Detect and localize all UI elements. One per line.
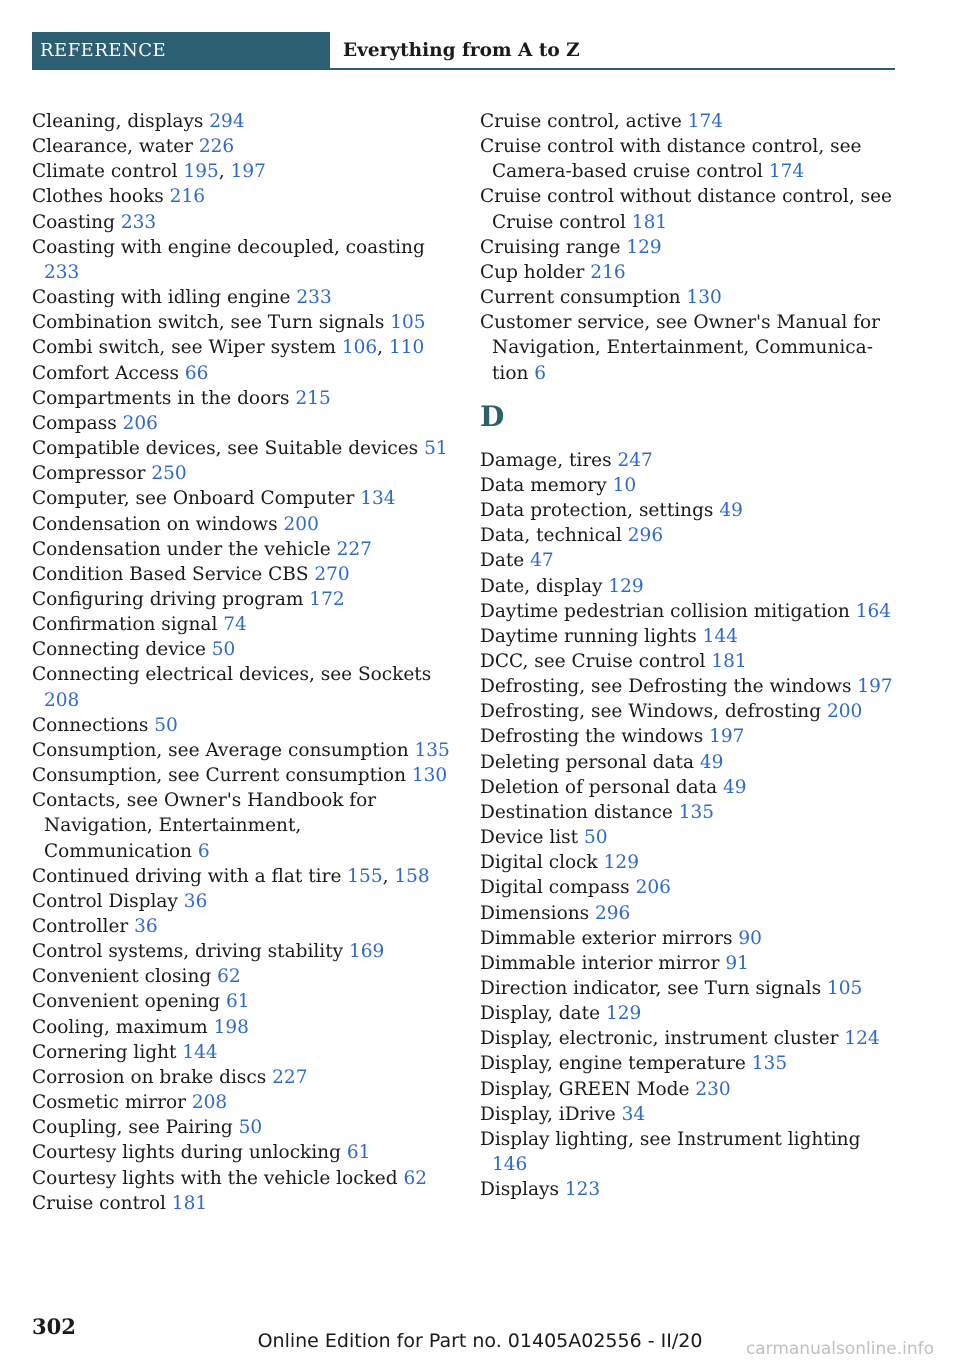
- index-entry: [480, 1026, 900, 1051]
- page-reference-link[interactable]: 164: [855, 600, 892, 622]
- page-reference-link[interactable]: 270: [314, 563, 350, 585]
- page-reference-link[interactable]: 129: [605, 1003, 642, 1025]
- index-entry-text: Deleting personal data: [480, 751, 694, 773]
- index-entry: [480, 724, 900, 749]
- index-entry-text: Cruise control: [32, 1192, 166, 1214]
- page-reference-link[interactable]: 208: [191, 1092, 228, 1114]
- page-reference-link[interactable]: 61: [346, 1142, 371, 1164]
- index-entry-text: Displays: [480, 1179, 559, 1201]
- index-entry: [32, 964, 450, 989]
- page-reference-link[interactable]: 296: [595, 902, 631, 924]
- index-entry: Combi switch, see Wiper system 106, 110: [32, 337, 425, 359]
- index-entry-text: Defrosting, see Defrosting the windows: [480, 676, 852, 698]
- index-entry: [480, 285, 900, 310]
- index-entry-text: Coupling, see Pairing: [32, 1117, 233, 1139]
- index-entry: [32, 512, 450, 537]
- index-entry-text: DCC, see Cruise control: [480, 650, 706, 672]
- page-reference-link[interactable]: 200: [826, 701, 863, 723]
- index-entry-text: Computer, see Onboard Computer: [32, 488, 355, 510]
- page-reference-link[interactable]: 61: [226, 991, 250, 1013]
- page-reference-link[interactable]: 174: [768, 161, 805, 183]
- index-entry-text: Compass: [32, 412, 117, 434]
- page-reference-link[interactable]: 206: [635, 877, 671, 899]
- index-entry-text: Display, date: [480, 1003, 601, 1025]
- page-reference-link[interactable]: 198: [213, 1016, 249, 1038]
- index-entry: Climate control 195, 197: [32, 161, 266, 183]
- index-entry: [480, 825, 900, 850]
- index-entry-list: [480, 109, 900, 386]
- page-reference-link[interactable]: 144: [182, 1041, 218, 1063]
- index-entry: [480, 448, 900, 473]
- page-reference-link[interactable]: 36: [134, 916, 158, 937]
- index-entry: [480, 875, 900, 900]
- page-reference-link[interactable]: 227: [336, 538, 372, 560]
- index-entry: [480, 674, 900, 699]
- index-entry-text: Control systems, driving stability: [32, 941, 344, 963]
- page-reference-link[interactable]: 10: [612, 474, 637, 496]
- page-reference-link[interactable]: 129: [603, 852, 639, 874]
- index-entry: [480, 926, 900, 951]
- index-entry: [480, 1177, 900, 1202]
- index-entry-text: Control Display: [32, 890, 178, 912]
- index-entry: [32, 1090, 450, 1115]
- index-entry-text: Cooling, maximum: [32, 1016, 208, 1038]
- page-reference-link[interactable]: 233: [44, 261, 80, 283]
- page-reference-link[interactable]: 50: [584, 827, 608, 849]
- page-reference-link[interactable]: 50: [238, 1117, 263, 1139]
- page-reference-link[interactable]: 174: [687, 111, 724, 132]
- index-entry: [32, 210, 450, 235]
- index-entry-text: Compartments in the doors: [32, 387, 290, 409]
- index-entry-list: [480, 448, 900, 1203]
- index-entry-text: Combination switch, see Turn signals: [32, 312, 385, 334]
- index-entry: [32, 386, 450, 411]
- index-entry: [480, 310, 900, 385]
- index-entry-text: Coasting: [32, 211, 115, 233]
- index-entry-text: Damage, tires: [480, 449, 612, 471]
- index-column-left: [32, 109, 450, 1216]
- watermark: carmanualsonline.info: [745, 1339, 934, 1359]
- index-entry: [32, 1065, 450, 1090]
- index-entry-text: Dimensions: [480, 902, 590, 924]
- index-entry-text: Combi switch, see Wiper system: [32, 337, 336, 359]
- index-entry: [32, 310, 450, 335]
- index-entry: [32, 587, 450, 612]
- index-entry: [32, 1166, 450, 1191]
- index-entry: [32, 436, 450, 461]
- page-reference-link[interactable]: 197: [857, 676, 893, 698]
- index-entry-text: Consumption, see Average consumption: [32, 739, 409, 761]
- index-entry-text: Consumption, see Current consumption: [32, 765, 406, 787]
- index-entry-text: Data, technical: [480, 525, 622, 547]
- index-entry-text: Cruise control, active: [480, 111, 682, 132]
- index-entry: [480, 523, 900, 548]
- page-reference-link[interactable]: 155: [347, 865, 383, 887]
- page-reference-link[interactable]: 135: [414, 739, 450, 761]
- index-entry: [32, 1191, 450, 1216]
- index-entry: [32, 939, 450, 964]
- index-entry-text: Convenient closing: [32, 966, 212, 988]
- index-entry-text: Digital clock: [480, 852, 598, 874]
- index-entry-text: Cruising range: [480, 236, 621, 258]
- index-entry-text: Cruise control with distance control, see Camera-based cruise control: [480, 136, 862, 183]
- index-entry-text: Controller: [32, 916, 129, 937]
- index-entry-text: Display lighting, see Instrument lighting: [480, 1128, 861, 1150]
- page-reference-link[interactable]: 49: [719, 500, 743, 522]
- index-entry: [480, 1051, 900, 1076]
- page-reference-link[interactable]: 195: [183, 161, 219, 183]
- page-reference-link[interactable]: 51: [424, 438, 448, 460]
- index-entry: [32, 562, 450, 587]
- page-reference-link[interactable]: 130: [686, 287, 722, 309]
- index-entry-text: Date: [480, 550, 525, 572]
- index-entry-text: Daytime running lights: [480, 625, 697, 647]
- page-reference-link[interactable]: 123: [564, 1179, 601, 1201]
- header-section-label: REFERENCE: [32, 32, 330, 68]
- index-entry: [32, 1115, 450, 1140]
- index-entry-text: Clothes hooks: [32, 186, 164, 208]
- index-entry-text: Device list: [480, 827, 579, 849]
- index-entry: [32, 1140, 450, 1165]
- page-reference-link[interactable]: 181: [171, 1192, 208, 1214]
- index-entry-text: Clearance, water: [32, 136, 193, 158]
- index-entry: [32, 235, 450, 285]
- page-reference-link[interactable]: 129: [608, 575, 644, 597]
- index-entry: [32, 889, 450, 914]
- page-reference-link[interactable]: 50: [154, 714, 178, 736]
- index-entry-text: Cornering light: [32, 1041, 177, 1063]
- page-reference-link[interactable]: 181: [631, 211, 668, 233]
- page-reference-link[interactable]: 47: [530, 550, 554, 572]
- index-entry: Continued driving with a flat tire 155, 158: [32, 865, 430, 887]
- index-entry-text: Coasting with engine decoupled, coasting: [32, 236, 425, 258]
- page-reference-link[interactable]: 91: [725, 952, 749, 974]
- page-reference-link[interactable]: 215: [295, 387, 331, 409]
- index-entry-text: Contacts, see Owner's Handbook for Navigation, Entertainment, Communication: [32, 790, 377, 862]
- index-entry: [32, 537, 450, 562]
- index-entry-text: Convenient opening: [32, 991, 221, 1013]
- page-reference-link[interactable]: 62: [403, 1167, 428, 1189]
- page-reference-link[interactable]: 144: [702, 625, 738, 647]
- page-reference-link[interactable]: 106: [341, 337, 378, 359]
- index-entry-text: Courtesy lights with the vehicle locked: [32, 1167, 398, 1189]
- page-reference-link[interactable]: 34: [621, 1103, 646, 1125]
- page-reference-link[interactable]: 216: [169, 186, 205, 208]
- index-entry-text: Confirmation signal: [32, 614, 218, 636]
- index-entry-text: Cup holder: [480, 261, 585, 283]
- index-entry: [32, 763, 450, 788]
- index-entry: [480, 800, 900, 825]
- index-entry: [32, 788, 450, 863]
- index-entry-text: Compatible devices, see Suitable devices: [32, 438, 419, 460]
- index-entry: [480, 574, 900, 599]
- index-entry: [480, 498, 900, 523]
- index-entry-text: Date, display: [480, 575, 603, 597]
- index-entry: [480, 473, 900, 498]
- section-letter: D: [480, 399, 505, 433]
- index-entry-text: Dimmable exterior mirrors: [480, 927, 733, 949]
- index-entry-text: Digital compass: [480, 877, 630, 899]
- index-entry: [480, 850, 900, 875]
- page-number: 302: [32, 1314, 76, 1339]
- index-entry: [32, 1015, 450, 1040]
- page-reference-link[interactable]: 135: [678, 801, 714, 823]
- page-reference-link[interactable]: 134: [360, 488, 396, 510]
- index-entry: [32, 109, 450, 134]
- index-entry-text: Customer service, see Owner's Manual for Navigation, Entertainment, Communication: [480, 312, 880, 384]
- page-reference-link[interactable]: 90: [738, 927, 762, 949]
- index-entry-text: Dimmable interior mirror: [480, 952, 720, 974]
- page-reference-link[interactable]: 105: [390, 312, 426, 334]
- page-reference-link[interactable]: 66: [184, 362, 209, 384]
- index-entry: [480, 184, 900, 234]
- index-entry-text: Coasting with idling engine: [32, 287, 291, 309]
- index-entry: [480, 649, 900, 674]
- index-entry: [480, 134, 900, 184]
- page-reference-link[interactable]: 250: [151, 463, 187, 485]
- index-entry: [480, 775, 900, 800]
- page-reference-link[interactable]: 49: [699, 751, 724, 773]
- index-entry-text: Cruise control without distance control, see Cruise control: [480, 186, 892, 233]
- index-entry: [32, 285, 450, 310]
- page-header: [32, 32, 895, 70]
- index-entry: [32, 738, 450, 763]
- index-entry-text: Condensation on windows: [32, 513, 278, 535]
- page-reference-link[interactable]: 200: [283, 513, 319, 535]
- page-reference-link[interactable]: 197: [709, 726, 745, 748]
- index-entry: [480, 235, 900, 260]
- page-reference-link[interactable]: 233: [296, 287, 332, 309]
- page-reference-link[interactable]: 105: [826, 978, 863, 999]
- index-entry: [480, 1127, 900, 1177]
- header-title: Everything from A to Z: [343, 39, 580, 61]
- index-entry-text: Condition Based Service CBS: [32, 563, 309, 585]
- page-reference-link[interactable]: 233: [120, 211, 157, 233]
- index-entry: [32, 713, 450, 738]
- index-entry-text: Configuring driving program: [32, 588, 304, 610]
- index-entry-text: Connecting electrical devices, see Sockets: [32, 664, 432, 686]
- index-entry: [480, 750, 900, 775]
- index-entry: [480, 1001, 900, 1026]
- index-entry-text: Condensation under the vehicle: [32, 538, 331, 560]
- page-reference-link[interactable]: 294: [209, 111, 245, 132]
- index-entry-text: Cosmetic mirror: [32, 1092, 186, 1114]
- page-reference-link[interactable]: 172: [309, 588, 345, 610]
- page-reference-link[interactable]: 216: [590, 261, 626, 283]
- index-entry-text: Cleaning, displays: [32, 111, 204, 132]
- index-entry-text: Direction indicator, see Turn signals: [480, 978, 822, 999]
- page-reference-link[interactable]: 6: [534, 362, 547, 384]
- page-reference-link[interactable]: 206: [122, 412, 158, 434]
- index-entry: [480, 548, 900, 573]
- index-entry-text: Daytime pedestrian collision mitigation: [480, 600, 850, 622]
- index-entry-text: Data memory: [480, 474, 607, 496]
- index-entry-text: Display, electronic, instrument cluster: [480, 1028, 839, 1050]
- index-entry: [32, 914, 450, 939]
- index-entry: [32, 662, 450, 712]
- index-entry-text: Corrosion on brake discs: [32, 1066, 267, 1088]
- page-reference-link[interactable]: 296: [627, 525, 664, 547]
- index-entry: [480, 951, 900, 976]
- page-reference-link[interactable]: 135: [751, 1053, 788, 1075]
- index-entry-text: Display, engine temperature: [480, 1053, 746, 1075]
- page-reference-link[interactable]: 181: [711, 650, 747, 672]
- index-entry: [480, 976, 900, 1001]
- index-entry: [32, 184, 450, 209]
- page-reference-link[interactable]: 146: [492, 1154, 528, 1176]
- index-entry-text: Current consumption: [480, 287, 681, 309]
- page-reference-link[interactable]: 169: [348, 941, 385, 963]
- page-reference-link[interactable]: 129: [626, 236, 662, 258]
- index-entry: [32, 637, 450, 662]
- index-entry: [480, 1077, 900, 1102]
- page-reference-link[interactable]: 158: [394, 865, 430, 887]
- page-reference-link[interactable]: 226: [198, 136, 235, 158]
- index-entry-text: Climate control: [32, 161, 178, 183]
- index-entry-text: Comfort Access: [32, 362, 179, 384]
- page-reference-link[interactable]: 227: [272, 1066, 308, 1088]
- index-entry: [480, 624, 900, 649]
- index-entry-text: Courtesy lights during unlocking: [32, 1142, 341, 1164]
- page-reference-link[interactable]: 49: [723, 776, 747, 798]
- page-reference-link[interactable]: 50: [211, 639, 236, 661]
- index-entry-text: Destination distance: [480, 801, 673, 823]
- index-column-right: [480, 109, 900, 1202]
- index-entry: [480, 599, 900, 624]
- page-reference-link[interactable]: 74: [223, 614, 247, 636]
- page-reference-link[interactable]: 208: [44, 689, 80, 711]
- page-reference-link[interactable]: 130: [411, 765, 448, 787]
- index-entry: [32, 1040, 450, 1065]
- page-reference-link[interactable]: 36: [183, 890, 208, 912]
- index-entry-list: [32, 109, 450, 1216]
- index-entry: [480, 109, 900, 134]
- page-reference-link[interactable]: 247: [617, 449, 653, 471]
- footer-edition: Online Edition for Part no. 01405A02556 - II/20: [257, 1330, 703, 1352]
- index-entry: [32, 411, 450, 436]
- page-reference-link[interactable]: 230: [695, 1078, 731, 1100]
- index-entry: [480, 901, 900, 926]
- index-entry-text: Defrosting the windows: [480, 726, 704, 748]
- index-entry: [32, 461, 450, 486]
- page-reference-link[interactable]: 62: [217, 966, 241, 988]
- index-entry: [32, 989, 450, 1014]
- page-reference-link[interactable]: 197: [230, 161, 266, 183]
- index-entry: [32, 134, 450, 159]
- index-entry: [480, 699, 900, 724]
- page-reference-link[interactable]: 110: [388, 337, 425, 359]
- index-entry-text: Continued driving with a flat tire: [32, 865, 342, 887]
- index-entry-text: Defrosting, see Windows, defrosting: [480, 701, 822, 723]
- index-entry: [32, 612, 450, 637]
- index-entry-text: Compressor: [32, 463, 146, 485]
- index-entry-text: Deletion of personal data: [480, 776, 718, 798]
- index-entry-text: Display, GREEN Mode: [480, 1078, 690, 1100]
- index-entry-text: Connecting device: [32, 639, 206, 661]
- index-entry: [480, 260, 900, 285]
- index-entry: [32, 361, 450, 386]
- page-reference-link[interactable]: 124: [844, 1028, 880, 1050]
- index-entry: [32, 486, 450, 511]
- index-entry-text: Connections: [32, 714, 149, 736]
- index-entry-text: Data protection, settings: [480, 500, 714, 522]
- index-entry: [480, 1102, 900, 1127]
- index-entry-text: Display, iDrive: [480, 1103, 616, 1125]
- page-reference-link[interactable]: 6: [197, 840, 210, 862]
